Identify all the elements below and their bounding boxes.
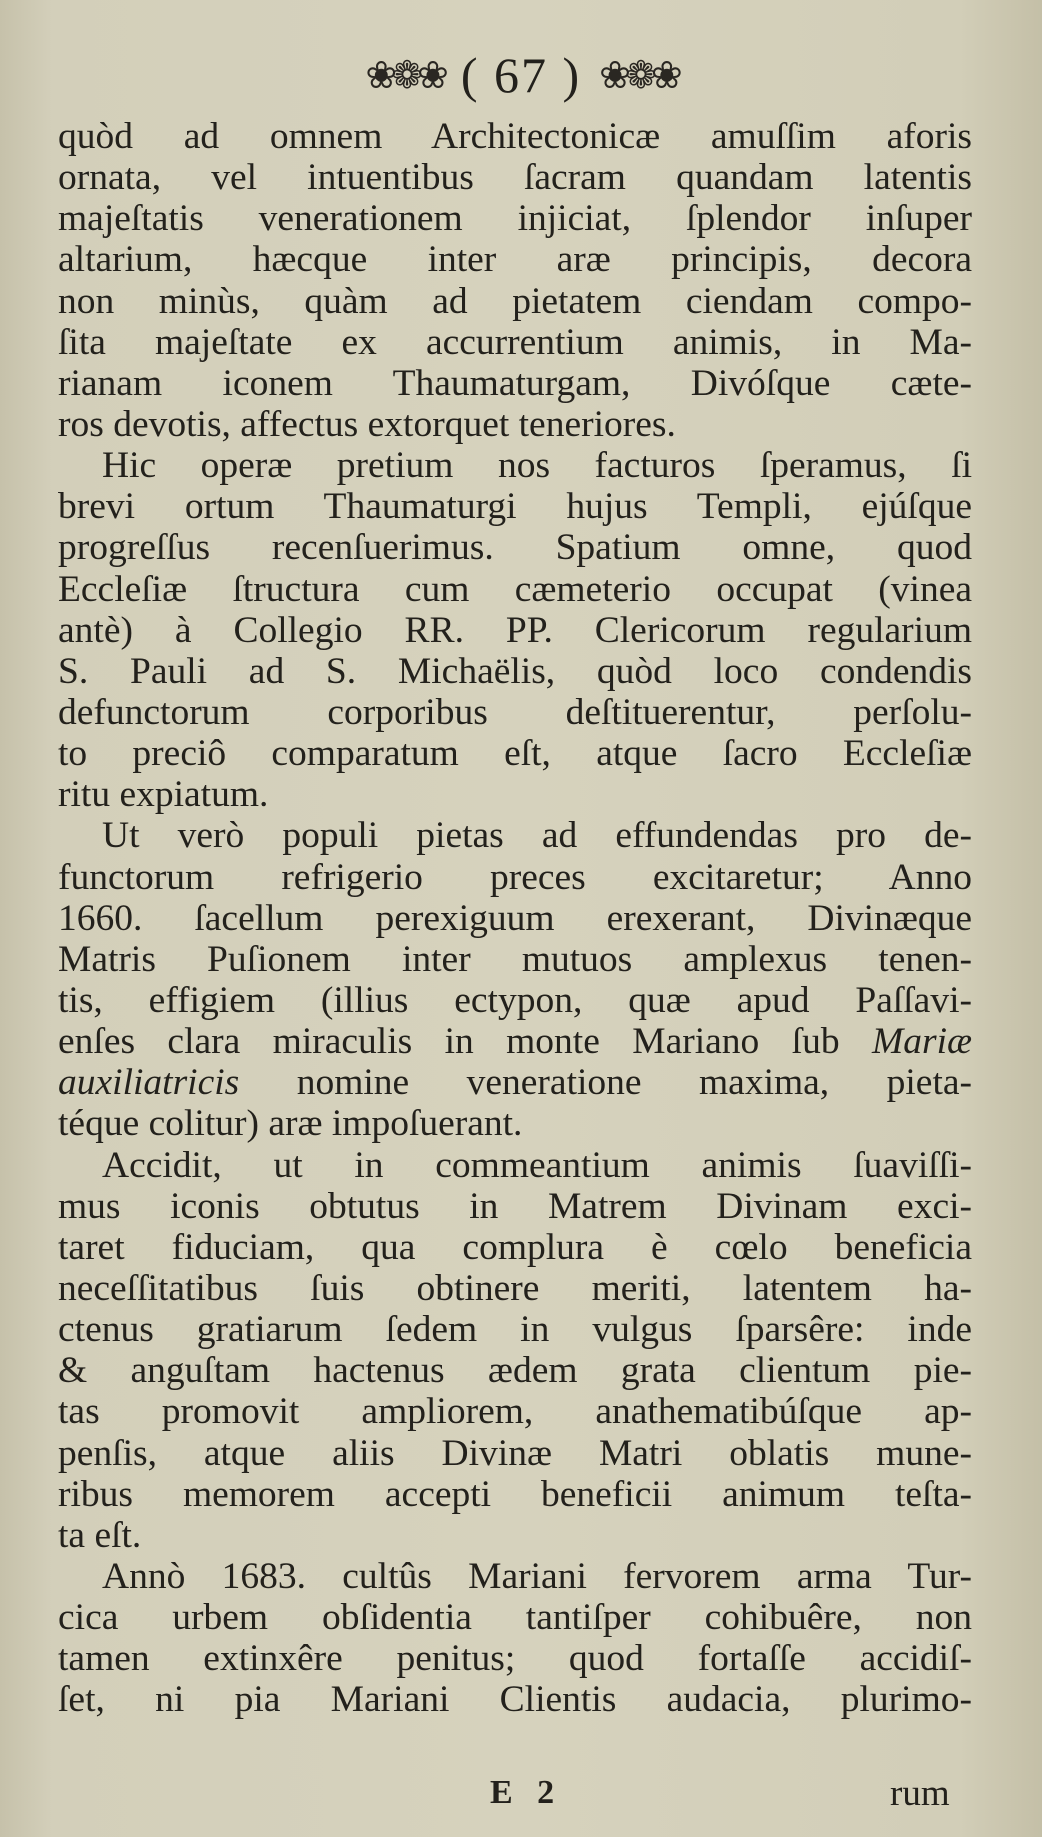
text-line — [58, 1227, 972, 1268]
italic-phrase: auxiliatricis — [58, 1062, 297, 1104]
line-text: taret fiduciam, qua complura è cœlo beneficia — [58, 1226, 972, 1268]
text-line — [58, 116, 972, 157]
text-line — [58, 939, 972, 980]
text-line — [58, 1474, 972, 1515]
line-text: tis, effigiem (illius ectypon, quæ apud Paſſavi- — [58, 979, 972, 1021]
line-text: quòd ad omnem Architectonicæ amuſſim aforis — [58, 116, 972, 157]
line-text: functorum refrigerio preces excitaretur; Anno — [58, 856, 972, 898]
page-number: ( 67 ) — [460, 47, 582, 103]
text-line — [58, 857, 972, 898]
text-line — [58, 1433, 972, 1474]
line-text: ſita majeſtate ex accurrentium animis, in Ma- — [58, 321, 972, 363]
text-line — [58, 610, 972, 651]
text-line — [58, 1103, 972, 1144]
line-text: & anguſtam hactenus ædem grata clientum pie- — [58, 1350, 972, 1392]
line-text: ribus memorem accepti beneficii animum teſta- — [58, 1473, 972, 1515]
line-text: penſis, atque aliis Divinæ Matri oblatis mune- — [58, 1432, 972, 1474]
text-line — [58, 445, 972, 486]
line-text: 1660. ſacellum perexiguum erexerant, Divinæque — [58, 897, 972, 939]
line-text: brevi ortum Thaumaturgi hujus Templi, ejúſque — [58, 486, 972, 528]
line-text: neceſſitatibus ſuis obtinere meriti, latentem ha- — [58, 1267, 972, 1309]
line-text: cica urbem obſidentia tantiſper cohibuêre, non — [58, 1597, 972, 1639]
line-text: Hic operæ pretium nos facturos ſperamus, ſi — [102, 445, 972, 487]
signature-mark: E 2 — [490, 1774, 563, 1811]
line-text: ta eſt. — [58, 1514, 142, 1556]
line-text: antè) à Collegio RR. PP. Clericorum regularium — [58, 609, 972, 651]
text-line — [58, 1021, 972, 1062]
text-line — [58, 1186, 972, 1227]
line-text: defunctorum corporibus deſtituerentur, perſolu- — [58, 691, 972, 733]
line-text: téque colitur) aræ impoſuerant. — [58, 1103, 523, 1145]
line-text: Matris Puſionem inter mutuos amplexus tenen- — [58, 938, 972, 980]
text-line — [58, 1556, 972, 1597]
ornament-left-icon: ❀❁❀ — [365, 53, 443, 97]
text-line — [58, 898, 972, 939]
line-text: progreſſus recenſuerimus. Spatium omne, quod — [58, 527, 972, 569]
line-text: mus iconis obtutus in Matrem Divinam exci- — [58, 1185, 972, 1227]
line-text: Eccleſiæ ſtructura cum cæmeterio occupat (vinea — [58, 568, 972, 610]
text-line — [58, 651, 972, 692]
text-line — [58, 1391, 972, 1432]
text-line — [58, 281, 972, 322]
text-line — [58, 1062, 972, 1103]
text-line — [58, 1309, 972, 1350]
text-line — [58, 1679, 972, 1720]
page-header — [0, 40, 1042, 110]
italic-phrase: Mariæ — [839, 1021, 973, 1063]
text-line — [58, 1515, 972, 1556]
line-text: Accidit, ut in commeantium animis ſuaviſſi- — [102, 1144, 972, 1186]
text-line — [58, 692, 972, 733]
catchword: rum — [890, 1773, 950, 1814]
text-line — [58, 980, 972, 1021]
line-text: ros devotis, affectus extorquet teneriores. — [58, 403, 676, 445]
text-line — [58, 363, 972, 404]
line-text: majeſtatis venerationem injiciat, ſplendor inſuper — [58, 198, 972, 240]
ornament-right-icon: ❀❁❀ — [599, 53, 677, 97]
line-text: ritu expiatum. — [58, 774, 269, 816]
line-text: tamen extinxêre penitus; quod fortaſſe accidiſ- — [58, 1638, 972, 1680]
text-line — [58, 774, 972, 815]
text-line — [58, 1638, 972, 1679]
line-text: non minùs, quàm ad pietatem ciendam compo- — [58, 280, 972, 322]
text-line — [58, 815, 972, 856]
text-line — [58, 239, 972, 280]
text-body — [58, 116, 972, 1720]
text-line — [58, 527, 972, 568]
text-line — [58, 1145, 972, 1186]
line-text: Annò 1683. cultûs Mariani fervorem arma Tur- — [102, 1555, 972, 1597]
text-line — [58, 486, 972, 527]
line-text: ſet, ni pia Mariani Clientis audacia, plurimo- — [58, 1679, 972, 1721]
text-line — [58, 322, 972, 363]
text-line — [58, 1597, 972, 1638]
line-text: Ut verò populi pietas ad effundendas pro de- — [102, 815, 972, 857]
line-text: rianam iconem Thaumaturgam, Divóſque cæte- — [58, 362, 972, 404]
line-text: ctenus gratiarum ſedem in vulgus ſparsêre: inde — [58, 1309, 972, 1351]
text-line — [58, 569, 972, 610]
line-text: tas promovit ampliorem, anathematibúſque ap- — [58, 1391, 972, 1433]
text-line — [58, 157, 972, 198]
line-text: nomine veneratione maxima, pieta- — [296, 1062, 972, 1104]
line-text: ornata, vel intuentibus ſacram quandam latentis — [58, 157, 972, 199]
line-text: enſes clara miraculis in monte Mariano ſub — [58, 1021, 840, 1063]
page-footer — [0, 1772, 1042, 1818]
text-line — [58, 1350, 972, 1391]
text-line — [58, 198, 972, 239]
text-line — [58, 1268, 972, 1309]
text-line — [58, 733, 972, 774]
line-text: altarium, hæcque inter aræ principis, decora — [58, 239, 972, 281]
line-text: S. Pauli ad S. Michaëlis, quòd loco condendis — [58, 650, 972, 692]
text-line — [58, 404, 972, 445]
line-text: to preciô comparatum eſt, atque ſacro Eccleſiæ — [58, 733, 972, 775]
